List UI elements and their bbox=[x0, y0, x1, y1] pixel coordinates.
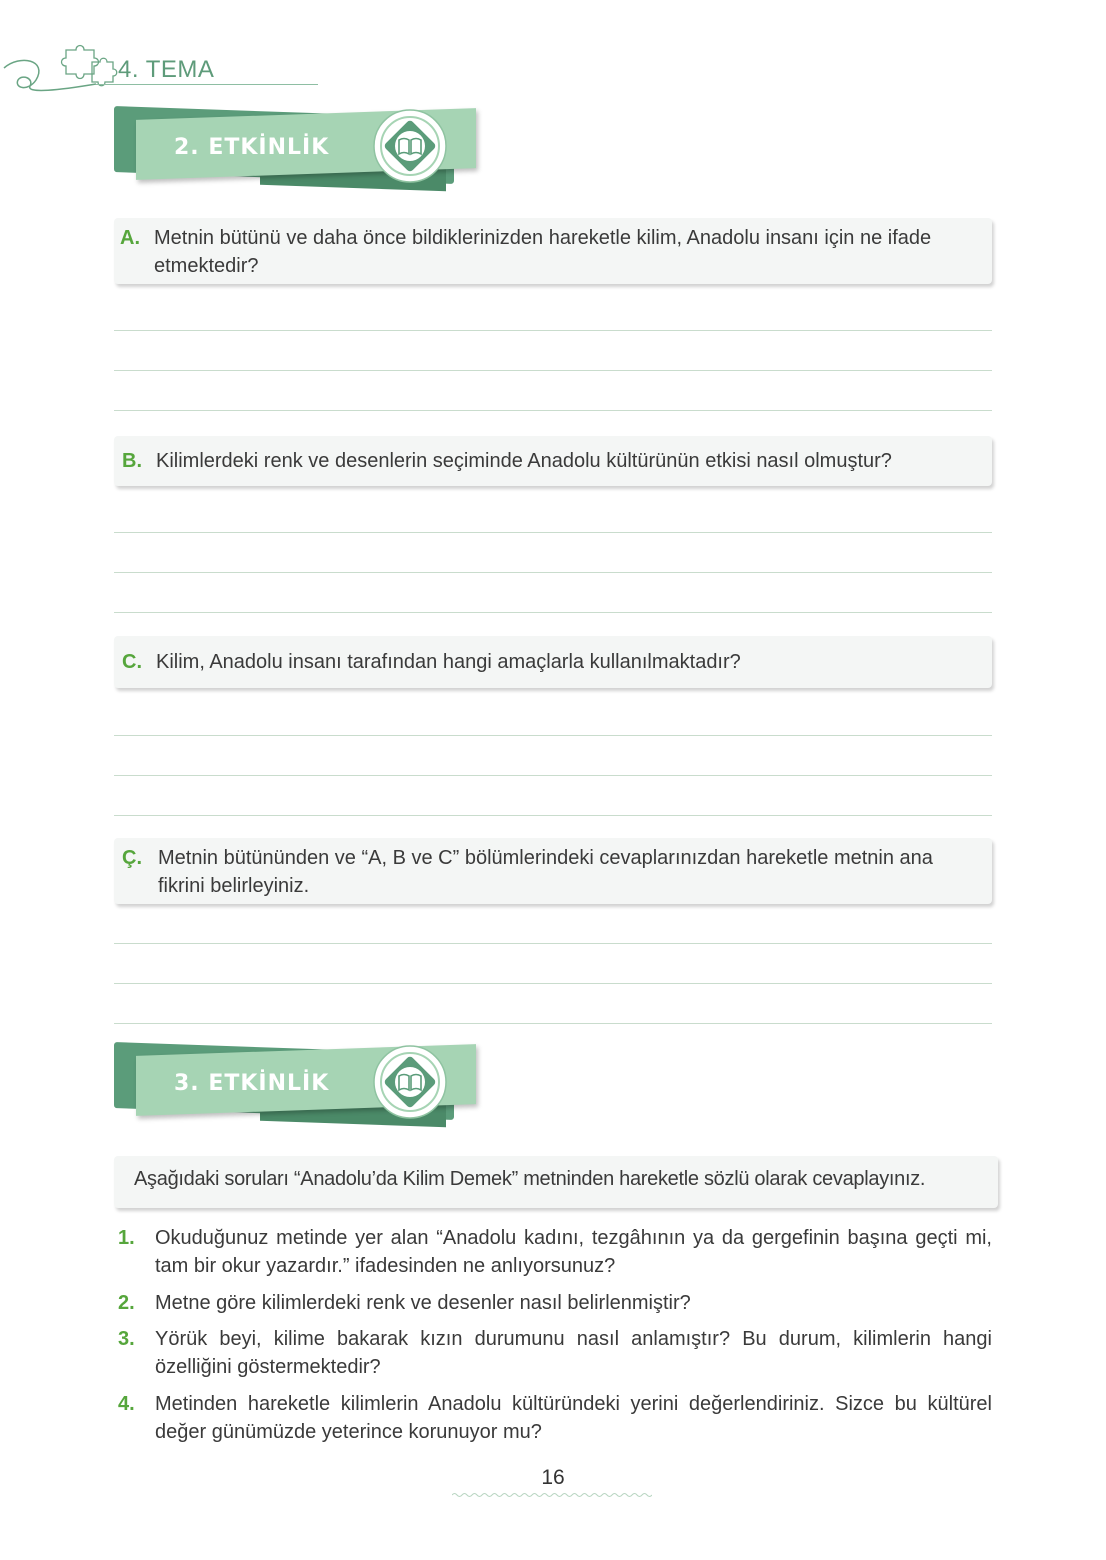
item-number: 3. bbox=[118, 1328, 135, 1350]
answer-line[interactable] bbox=[114, 572, 992, 573]
open-book-icon bbox=[372, 1044, 448, 1120]
activity-2-banner bbox=[110, 108, 490, 203]
item-number: 1. bbox=[118, 1227, 135, 1249]
answer-line[interactable] bbox=[114, 330, 992, 331]
item-number: 2. bbox=[118, 1292, 135, 1314]
question-b-box bbox=[114, 436, 992, 486]
answer-line[interactable] bbox=[114, 815, 992, 816]
question-c-box bbox=[114, 636, 992, 688]
question-b-letter: B. bbox=[122, 450, 142, 472]
activity-3-instruction-box bbox=[114, 1156, 998, 1208]
item-number: 4. bbox=[118, 1393, 135, 1415]
answer-line[interactable] bbox=[114, 370, 992, 371]
question-a-text: Metnin bütünü ve daha önce bildiklerinizden hareketle kilim, Anadolu insanı için ne ifade etmektedir? bbox=[154, 227, 932, 277]
theme-underline bbox=[96, 84, 318, 85]
open-book-icon bbox=[372, 108, 448, 184]
question-a-letter: A. bbox=[120, 227, 140, 249]
question-a-box bbox=[114, 218, 992, 284]
question-c-text: Kilim, Anadolu insanı tarafından hangi amaçlarla kullanılmaktadır? bbox=[156, 651, 741, 673]
question-cc-text: Metnin bütününden ve “A, B ve C” bölümlerindeki cevaplarınızdan hareketle metnin ana fikrini belirleyiniz. bbox=[158, 847, 933, 897]
answer-line[interactable] bbox=[114, 735, 992, 736]
answer-line[interactable] bbox=[114, 983, 992, 984]
activity-2-title: 2. ETKİNLİK bbox=[174, 135, 330, 160]
item-text: Okuduğunuz metinde yer alan “Anadolu kadını, tezgâhının ya da gergefinin başına geçti mi, tam bir okur yazardır.” ifadesinden ne anlıyorsunuz? bbox=[155, 1227, 992, 1277]
answer-line[interactable] bbox=[114, 1023, 992, 1024]
answer-line[interactable] bbox=[114, 775, 992, 776]
item-text: Metinden hareketle kilimlerin Anadolu kültüründeki yerini değerlendiriniz. Sizce bu kültürel değer günümüzde yeterince korunuyor mu? bbox=[155, 1393, 992, 1443]
answer-line[interactable] bbox=[114, 612, 992, 613]
question-b-text: Kilimlerdeki renk ve desenlerin seçiminde Anadolu kültürünün etkisi nasıl olmuştur? bbox=[156, 450, 892, 472]
page-number-ornament bbox=[452, 1492, 652, 1498]
page-number: 16 bbox=[541, 1466, 565, 1489]
item-text: Yörük beyi, kilime bakarak kızın durumunu nasıl anlamıştır? Bu durum, kilimlerin hangi özelliğini göstermektedir? bbox=[155, 1328, 992, 1378]
question-cc-letter: Ç. bbox=[122, 847, 142, 869]
activity-3-instruction: Aşağıdaki soruları “Anadolu’da Kilim Demek” metninden hareketle sözlü olarak cevaplayınız. bbox=[134, 1168, 926, 1190]
item-text: Metne göre kilimlerdeki renk ve desenler nasıl belirlenmiştir? bbox=[155, 1292, 691, 1314]
answer-line[interactable] bbox=[114, 943, 992, 944]
answer-line[interactable] bbox=[114, 410, 992, 411]
question-cc-box bbox=[114, 838, 992, 904]
activity-3-banner bbox=[110, 1044, 490, 1139]
answer-line[interactable] bbox=[114, 532, 992, 533]
question-c-letter: C. bbox=[122, 651, 142, 673]
activity-3-title: 3. ETKİNLİK bbox=[174, 1071, 330, 1096]
theme-title: 4. TEMA bbox=[118, 56, 215, 83]
